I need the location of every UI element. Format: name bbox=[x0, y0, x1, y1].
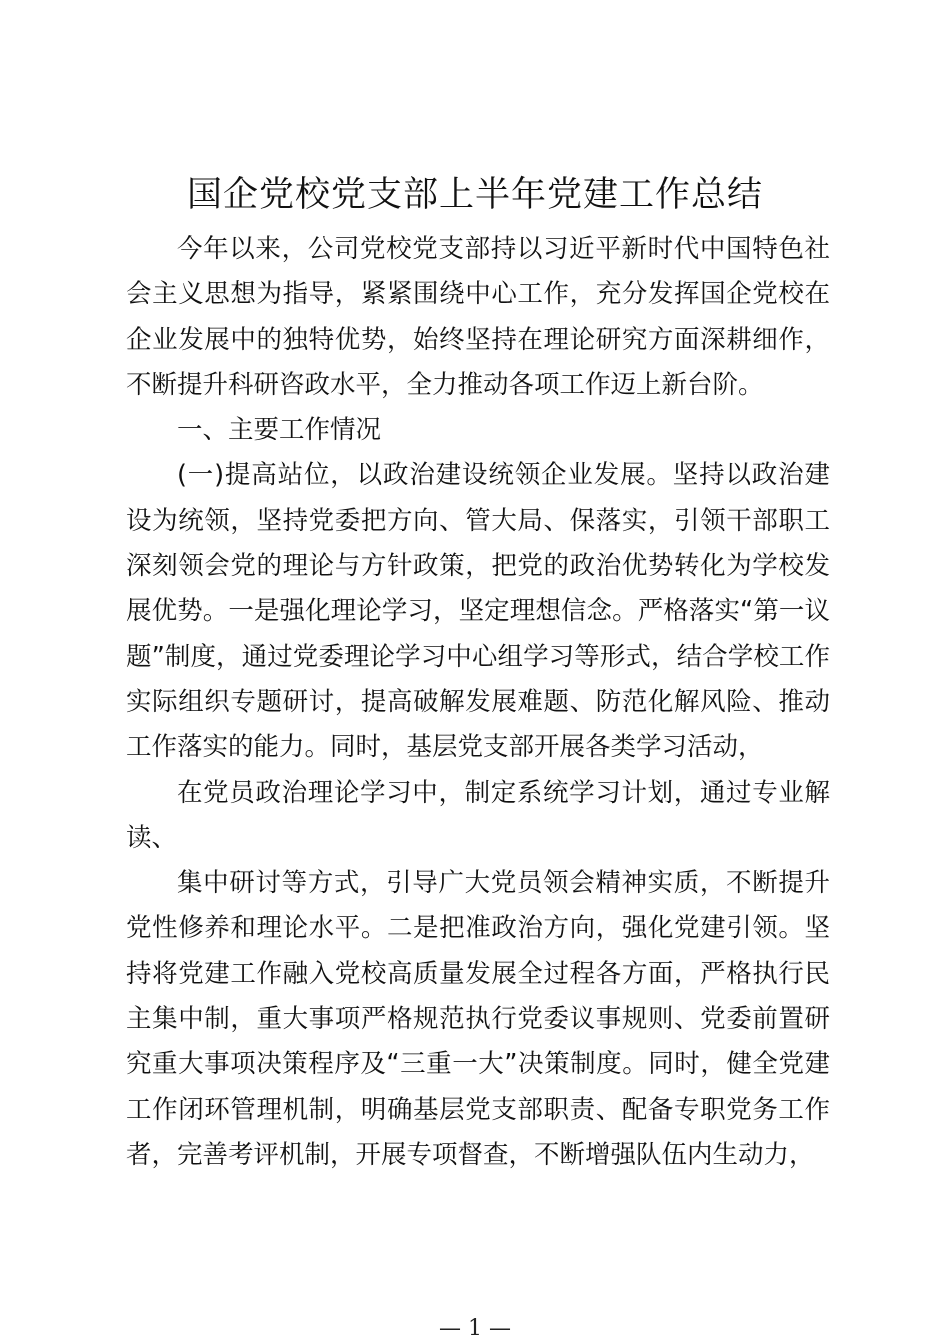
page-number: — 1 — bbox=[439, 1316, 511, 1341]
document-body bbox=[126, 227, 830, 1178]
paragraph-political-direction: 集中研讨等方式，引导广大党员领会精神实质，不断提升党性修养和理论水平。二是把准政治方向，强化党建引领。坚持将党建工作融入党校高质量发展全过程各方面，严格执行民主集中制，重大事项严格规范执行党委议事规则、党委前置研究重大事项决策程序及“三重一大”决策制度。同时，健全党建工作闭环管理机制，明确基层党支部职责、配备专职党务工作者，完善考评机制，开展专项督查，不断增强队伍内生动力， bbox=[126, 868, 830, 1170]
document-title: 国企党校党支部上半年党建工作总结 bbox=[186, 175, 763, 215]
paragraph-intro: 今年以来，公司党校党支部持以习近平新时代中国特色社会主义思想为指导，紧紧围绕中心工作，充分发挥国企党校在企业发展中的独特优势，始终坚持在理论研究方面深耕细作，不断提升科研咨政水平，全力推动各项工作迈上新台阶。 bbox=[126, 234, 830, 400]
section-heading-main-work: 一、主要工作情况 bbox=[177, 415, 382, 446]
paragraph-study-plan: 在党员政治理论学习中，制定系统学习计划，通过专业解读、 bbox=[126, 777, 830, 853]
paragraph-political-construction: (一)提高站位，以政治建设统领企业发展。坚持以政治建设为统领，坚持党委把方向、管大局、保落实，引领干部职工深刻领会党的理论与方针政策，把党的政治优势转化为学校发展优势。一是强化理论学习，坚定理想信念。严格落实“第一议题”制度，通过党委理论学习中心组学习等形式，结合学校工作实际组织专题研讨，提高破解发展难题、防范化解风险、推动工作落实的能力。同时，基层党支部开展各类学习活动， bbox=[126, 460, 830, 763]
